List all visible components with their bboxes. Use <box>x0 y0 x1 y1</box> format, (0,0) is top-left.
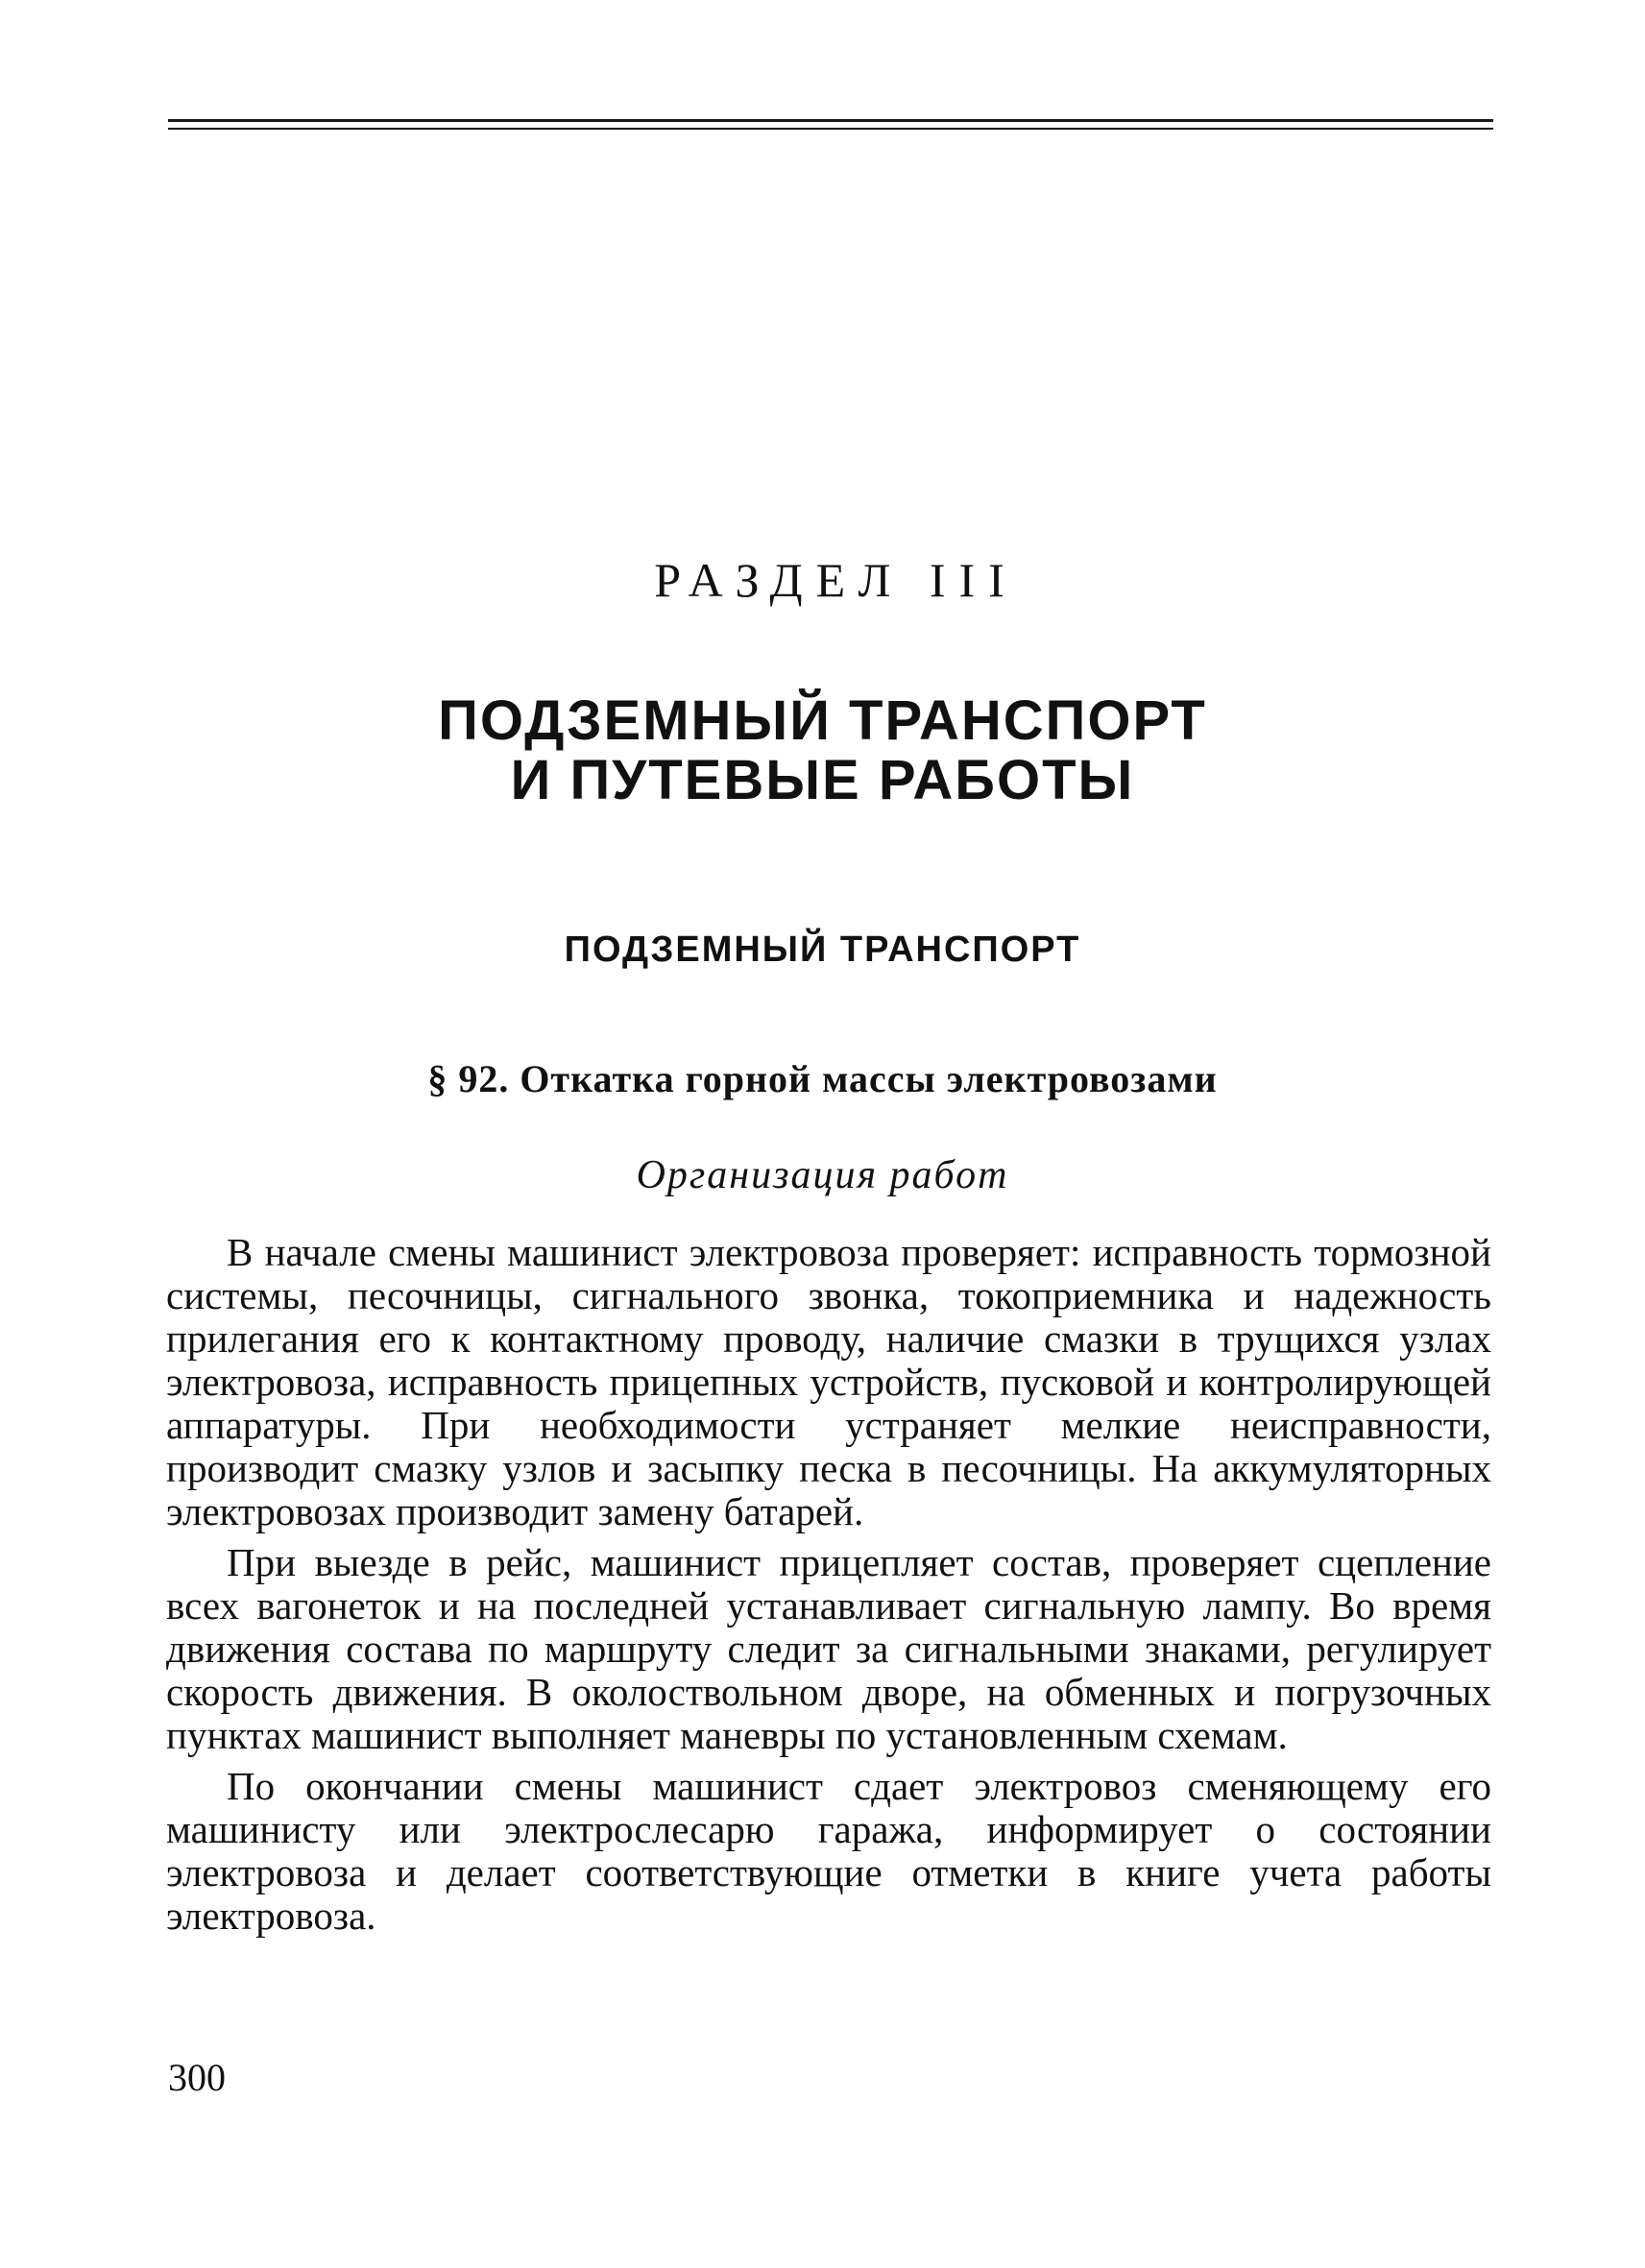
paragraph-title: § 92. Откатка горной массы электровозами <box>427 1057 1218 1100</box>
body-text <box>166 1231 1491 1945</box>
section-label: РАЗДЕЛ III <box>654 553 1018 607</box>
body-paragraph-2: При выезде в рейс, машинист прицепляет состав, проверяет сцепление всех вагонеток и на последней устанавливает сигнальную лампу. Во время движения состава по маршруту следит за сигнальными знаками, регулирует скорость движения. В околоствольном дворе, на обменных и погрузочных пунктах машинист выполняет маневры по установленным схемам. <box>166 1540 1491 1757</box>
main-title-line-2: И ПУТЕВЫЕ РАБОТЫ <box>510 749 1135 811</box>
subsection-title: ПОДЗЕМНЫЙ ТРАНСПОРТ <box>564 929 1081 970</box>
header-rule-top <box>168 119 1493 122</box>
page-number: 300 <box>168 2056 226 2099</box>
main-title-line-1: ПОДЗЕМНЫЙ ТРАНСПОРТ <box>438 689 1207 752</box>
body-paragraph-1: В начале смены машинист электровоза проверяет: исправность тормозной системы, песочницы, сигнального звонка, токоприемника и надежность прилегания его к контактному проводу, наличие смазки в трущихся узлах электровоза, исправность прицепных устройств, пусковой и контролирующей аппаратуры. При необходимости устраняет мелкие неисправности, производит смазку узлов и засыпку песка в песочницы. На аккумуляторных электровозах производит замену батарей. <box>166 1230 1491 1533</box>
body-paragraph-3: По окончании смены машинист сдает электровоз сменяющему его машинисту или электрослесарю гаража, информирует о состоянии электровоза и делает соответствующие отметки в книге учета работы электровоза. <box>166 1764 1491 1938</box>
main-title <box>0 691 1645 810</box>
header-rule-bottom <box>168 128 1493 130</box>
subheading: Организация работ <box>636 1153 1009 1197</box>
